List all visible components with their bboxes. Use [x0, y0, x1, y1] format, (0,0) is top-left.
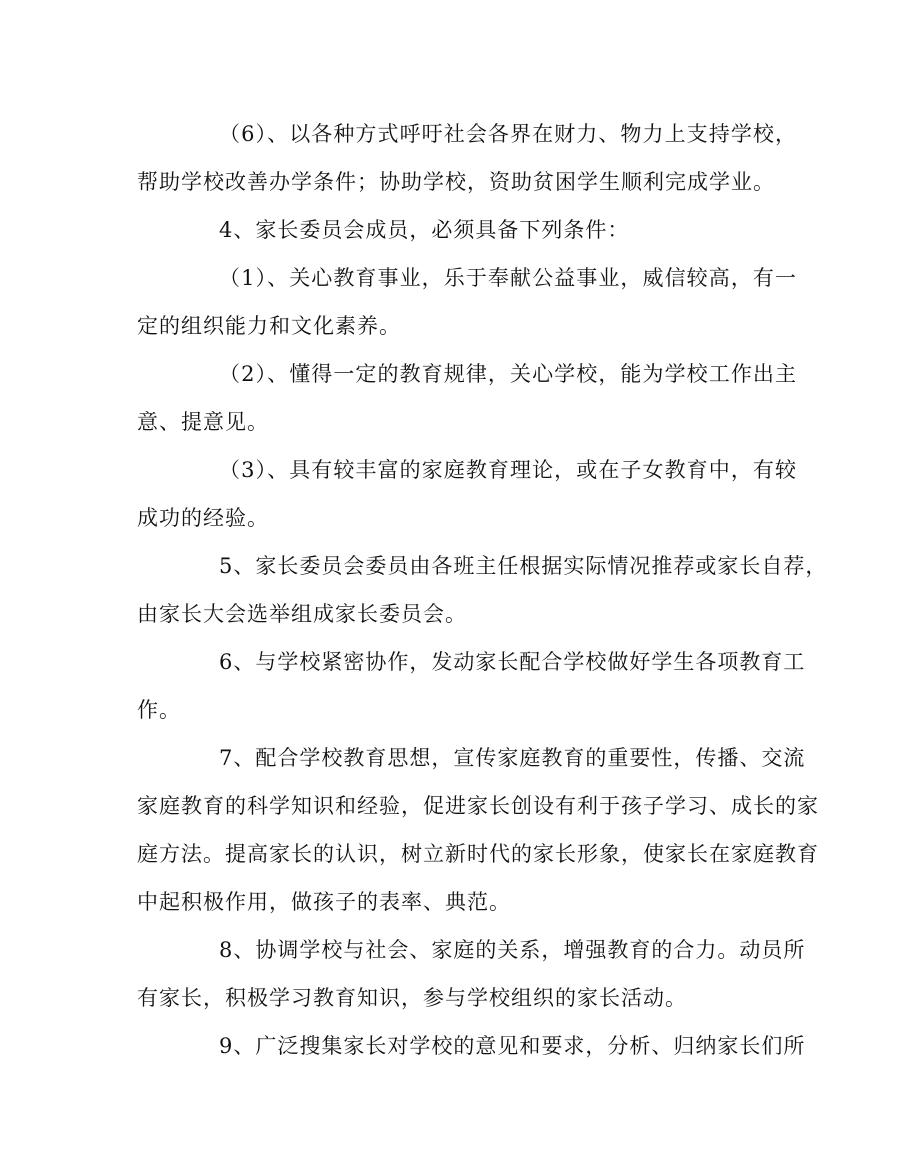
paragraph-line: 庭方法。提高家长的认识，树立新时代的家长形象，使家长在家庭教育 — [137, 842, 819, 866]
paragraph-line: 5、家长委员会委员由各班主任根据实际情况推荐或家长自荐， — [219, 554, 828, 578]
paragraph-line: 4、家长委员会成员，必须具备下列条件： — [219, 218, 630, 242]
paragraph-line: 有家长，积极学习教育知识，参与学校组织的家长活动。 — [137, 986, 687, 1010]
paragraph-line: 7、配合学校教育思想，宣传家庭教育的重要性，传播、交流 — [219, 746, 806, 770]
paragraph-line: 帮助学校改善办学条件；协助学校，资助贫困学生顺利完成学业。 — [137, 170, 775, 194]
paragraph-line: 6、与学校紧密协作，发动家长配合学校做好学生各项教育工 — [219, 650, 806, 674]
paragraph-line: 定的组织能力和文化素养。 — [137, 314, 401, 338]
paragraph-line: 家庭教育的科学知识和经验，促进家长创设有利于孩子学习、成长的家 — [137, 794, 819, 818]
paragraph-line: （1）、关心教育事业，乐于奉献公益事业，威信较高，有一 — [219, 266, 797, 290]
paragraph-line: 中起积极作用，做孩子的表率、典范。 — [137, 890, 511, 914]
paragraph-line: 成功的经验。 — [137, 506, 269, 530]
paragraph-line: 作。 — [137, 698, 181, 722]
paragraph-line: 8、协调学校与社会、家庭的关系，增强教育的合力。动员所 — [219, 938, 806, 962]
paragraph-line: （3）、具有较丰富的家庭教育理论，或在子女教育中，有较 — [219, 458, 797, 482]
paragraph-line: 由家长大会选举组成家长委员会。 — [137, 602, 467, 626]
paragraph-line: （2）、懂得一定的教育规律，关心学校，能为学校工作出主 — [219, 362, 797, 386]
paragraph-line: 意、提意见。 — [137, 410, 269, 434]
paragraph-line: （6）、以各种方式呼吁社会各界在财力、物力上支持学校， — [219, 122, 797, 146]
paragraph-line: 9、广泛搜集家长对学校的意见和要求，分析、归纳家长们所 — [219, 1034, 806, 1058]
